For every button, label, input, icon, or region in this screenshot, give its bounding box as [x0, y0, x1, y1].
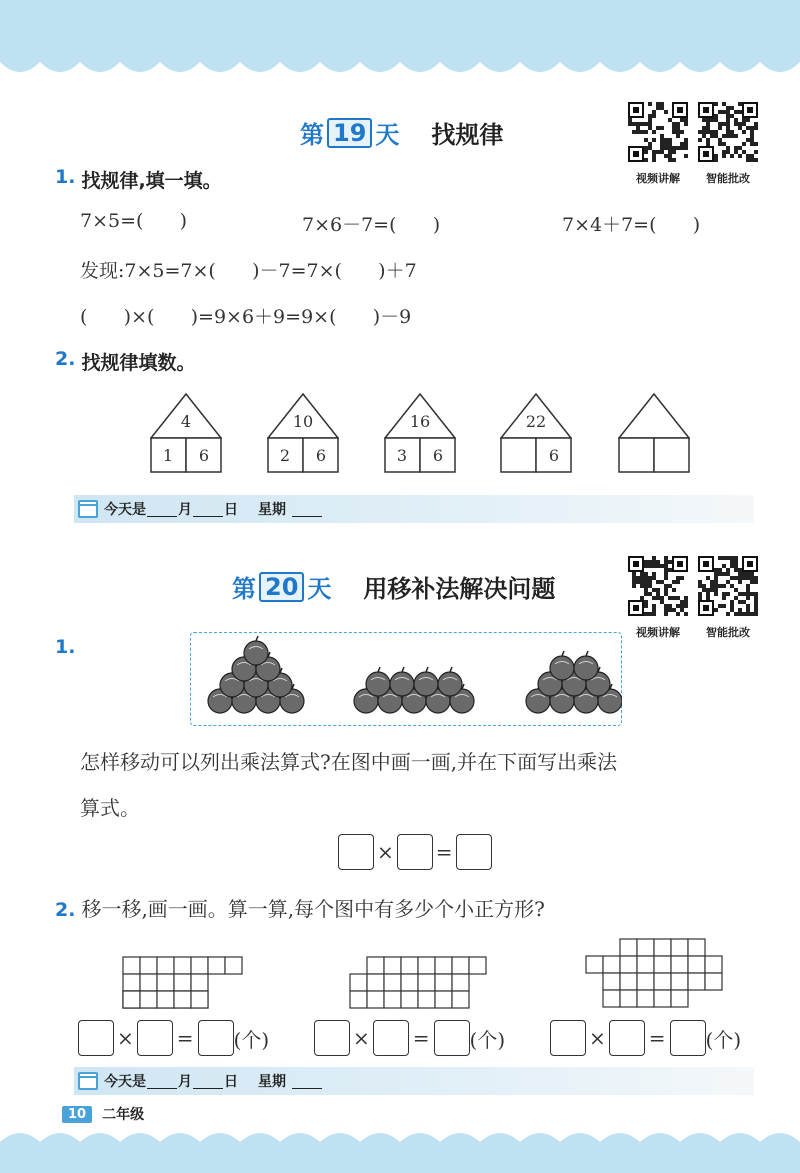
factor-box[interactable]	[338, 834, 374, 870]
grade-label: 二年级	[102, 1107, 145, 1123]
question-number: 2.	[55, 899, 76, 921]
question-text: 移一移,画一画。算一算,每个图中有多少个小正方形?	[81, 897, 545, 921]
qr-video-explain[interactable]	[628, 556, 688, 640]
house-right-number: 6	[432, 446, 444, 465]
qr-code-icon	[698, 102, 758, 162]
house-top-number: 16	[409, 412, 431, 431]
qr-video-explain[interactable]	[628, 102, 688, 186]
grid-square	[367, 957, 384, 974]
grid-square	[671, 939, 688, 956]
month-label: 月	[178, 1074, 192, 1090]
house-top-number: 10	[292, 412, 314, 431]
grid-square	[208, 957, 225, 974]
factor-box[interactable]	[137, 1020, 173, 1056]
house-figure	[150, 392, 222, 474]
qr-code-icon	[698, 556, 758, 616]
top-wave-band	[0, 0, 800, 80]
month-label: 月	[178, 502, 192, 518]
unit-label: (个)	[705, 1027, 742, 1052]
grid-square	[384, 974, 401, 991]
grid-square	[174, 974, 191, 991]
equals-sign: =	[176, 1026, 194, 1050]
grid-square	[637, 973, 654, 990]
house-right-number: 6	[198, 446, 210, 465]
question-text: 找规律,填一填。	[81, 170, 222, 192]
day-suffix: 天	[375, 121, 400, 149]
grid-square	[603, 956, 620, 973]
day20-q2-heading	[55, 893, 545, 922]
page-number: 10	[62, 1106, 92, 1123]
apple-icon	[414, 667, 438, 696]
day20-heading	[232, 569, 555, 604]
grid-square	[435, 991, 452, 1008]
qr-label-video: 视频讲解	[636, 172, 680, 185]
question-number: 1.	[55, 636, 76, 658]
grid-square	[367, 974, 384, 991]
day19-heading	[300, 115, 503, 150]
equation-3: 7×4＋7=( )	[562, 214, 701, 236]
grid-square	[586, 956, 603, 973]
grid-square	[401, 957, 418, 974]
date-line	[74, 495, 754, 523]
apple-icon	[438, 667, 462, 696]
grid-square	[469, 957, 486, 974]
square-grids	[0, 930, 800, 1010]
question-number: 1.	[55, 166, 76, 188]
finding-line: 发现:7×5=7×( )－7=7×( )＋7	[80, 260, 417, 282]
grid-square	[452, 957, 469, 974]
grid-square	[654, 939, 671, 956]
instruction-line-2: 算式。	[80, 796, 140, 820]
qr-smart-grading[interactable]	[698, 556, 758, 640]
grid-square	[191, 957, 208, 974]
grid-square	[603, 990, 620, 1007]
grid-square	[688, 956, 705, 973]
calendar-icon	[78, 500, 98, 518]
grid-square	[140, 957, 157, 974]
week-blank[interactable]	[292, 1074, 322, 1089]
grid-answer-1	[78, 1020, 269, 1056]
product-box[interactable]	[456, 834, 492, 870]
factor-box[interactable]	[397, 834, 433, 870]
day-blank[interactable]	[193, 1074, 223, 1089]
house-left-number: 3	[396, 446, 408, 465]
page-footer	[62, 1104, 144, 1124]
pattern-line: ( )×( )=9×6＋9=9×( )－9	[80, 306, 412, 328]
grid-square	[671, 973, 688, 990]
grid-square	[620, 973, 637, 990]
grid-square	[401, 974, 418, 991]
grid-square	[225, 957, 242, 974]
date-line	[74, 1067, 754, 1095]
today-label: 今天是	[104, 502, 146, 518]
unit-label: (个)	[469, 1027, 506, 1052]
week-label: 星期	[258, 1074, 286, 1090]
grid-square	[435, 974, 452, 991]
qr-code-icon	[628, 102, 688, 162]
grid-square	[157, 974, 174, 991]
factor-box[interactable]	[373, 1020, 409, 1056]
grid-square	[452, 991, 469, 1008]
day-blank[interactable]	[193, 502, 223, 517]
day-number: 19	[327, 118, 372, 148]
grid-square	[140, 974, 157, 991]
question-number: 2.	[55, 348, 76, 370]
product-box[interactable]	[670, 1020, 706, 1056]
grid-square	[705, 956, 722, 973]
times-sign: ×	[117, 1026, 134, 1050]
grid-square	[191, 974, 208, 991]
instruction-line-1: 怎样移动可以列出乘法算式?在图中画一画,并在下面写出乘法	[80, 750, 618, 774]
house-figure	[267, 392, 339, 474]
grid-square	[603, 973, 620, 990]
week-label: 星期	[258, 502, 286, 518]
factor-box[interactable]	[78, 1020, 114, 1056]
grid-square	[174, 957, 191, 974]
day-label: 日	[224, 1074, 238, 1090]
grid-square	[418, 991, 435, 1008]
house-figure	[500, 392, 572, 474]
factor-box[interactable]	[550, 1020, 586, 1056]
house-left-number: 1	[162, 446, 174, 465]
equation-2: 7×6－7=( )	[302, 214, 441, 236]
product-box[interactable]	[434, 1020, 470, 1056]
grid-square	[401, 991, 418, 1008]
apple-icon	[366, 667, 390, 696]
house-left-number: 2	[279, 446, 291, 465]
week-blank[interactable]	[292, 502, 322, 517]
grid-square	[123, 974, 140, 991]
grid-square	[350, 974, 367, 991]
apple-icon	[390, 667, 414, 696]
equals-sign: =	[412, 1026, 430, 1050]
grid-square	[418, 957, 435, 974]
equals-sign: =	[648, 1026, 666, 1050]
grid-square	[705, 973, 722, 990]
grid-square	[654, 990, 671, 1007]
house-top-number: 4	[180, 412, 192, 431]
lesson-title: 找规律	[431, 121, 504, 149]
house-right-number: 6	[548, 446, 560, 465]
house-figure	[618, 392, 690, 474]
grid-square	[350, 991, 367, 1008]
grid-square	[620, 956, 637, 973]
house-figure	[384, 392, 456, 474]
day-label: 日	[224, 502, 238, 518]
grid-square	[671, 990, 688, 1007]
grid-square	[123, 957, 140, 974]
apple-icon	[574, 651, 598, 680]
grid-answer-2	[314, 1020, 505, 1056]
month-blank[interactable]	[147, 502, 177, 517]
qr-smart-grading[interactable]	[698, 102, 758, 186]
grid-square	[654, 973, 671, 990]
grid-square	[174, 991, 191, 1008]
qr-label-grading: 智能批改	[706, 172, 750, 185]
house-right-number: 6	[315, 446, 327, 465]
day-prefix: 第	[232, 575, 256, 603]
apple-icon	[550, 651, 574, 680]
bottom-wave-band	[0, 1128, 800, 1173]
grid-square	[435, 957, 452, 974]
grid-square	[140, 991, 157, 1008]
equation-1: 7×5=( )	[80, 210, 188, 232]
grid-square	[418, 974, 435, 991]
grid-square	[123, 991, 140, 1008]
grid-square	[637, 990, 654, 1007]
day-number: 20	[259, 572, 304, 602]
grid-square	[384, 957, 401, 974]
day-prefix: 第	[300, 121, 324, 149]
day-suffix: 天	[307, 575, 332, 603]
grid-square	[191, 991, 208, 1008]
grid-square	[688, 973, 705, 990]
qr-code-icon	[628, 556, 688, 616]
grid-square	[620, 990, 637, 1007]
times-sign: ×	[353, 1026, 370, 1050]
grid-square	[637, 939, 654, 956]
grid-square	[367, 991, 384, 1008]
grid-square	[654, 956, 671, 973]
grid-square	[688, 939, 705, 956]
day19-q1-heading	[55, 166, 222, 193]
times-sign: ×	[377, 840, 394, 864]
grid-square	[384, 991, 401, 1008]
question-text: 找规律填数。	[81, 352, 196, 374]
grid-square	[452, 974, 469, 991]
grid-answer-3	[550, 1020, 741, 1056]
apple-groups	[190, 632, 622, 726]
qr-label-grading: 智能批改	[706, 626, 750, 639]
house-top-number: 22	[525, 412, 547, 431]
calendar-icon	[78, 1072, 98, 1090]
factor-box[interactable]	[609, 1020, 645, 1056]
multiplication-answer	[338, 834, 492, 870]
product-box[interactable]	[198, 1020, 234, 1056]
grid-square	[620, 939, 637, 956]
grid-square	[157, 991, 174, 1008]
factor-box[interactable]	[314, 1020, 350, 1056]
qr-label-video: 视频讲解	[636, 626, 680, 639]
month-blank[interactable]	[147, 1074, 177, 1089]
today-label: 今天是	[104, 1074, 146, 1090]
grid-square	[157, 957, 174, 974]
lesson-title: 用移补法解决问题	[363, 575, 556, 603]
unit-label: (个)	[233, 1027, 270, 1052]
grid-square	[671, 956, 688, 973]
grid-square	[637, 956, 654, 973]
apple-icon	[244, 636, 268, 665]
day19-q2-heading	[55, 348, 195, 375]
equals-sign: =	[435, 840, 453, 864]
times-sign: ×	[589, 1026, 606, 1050]
